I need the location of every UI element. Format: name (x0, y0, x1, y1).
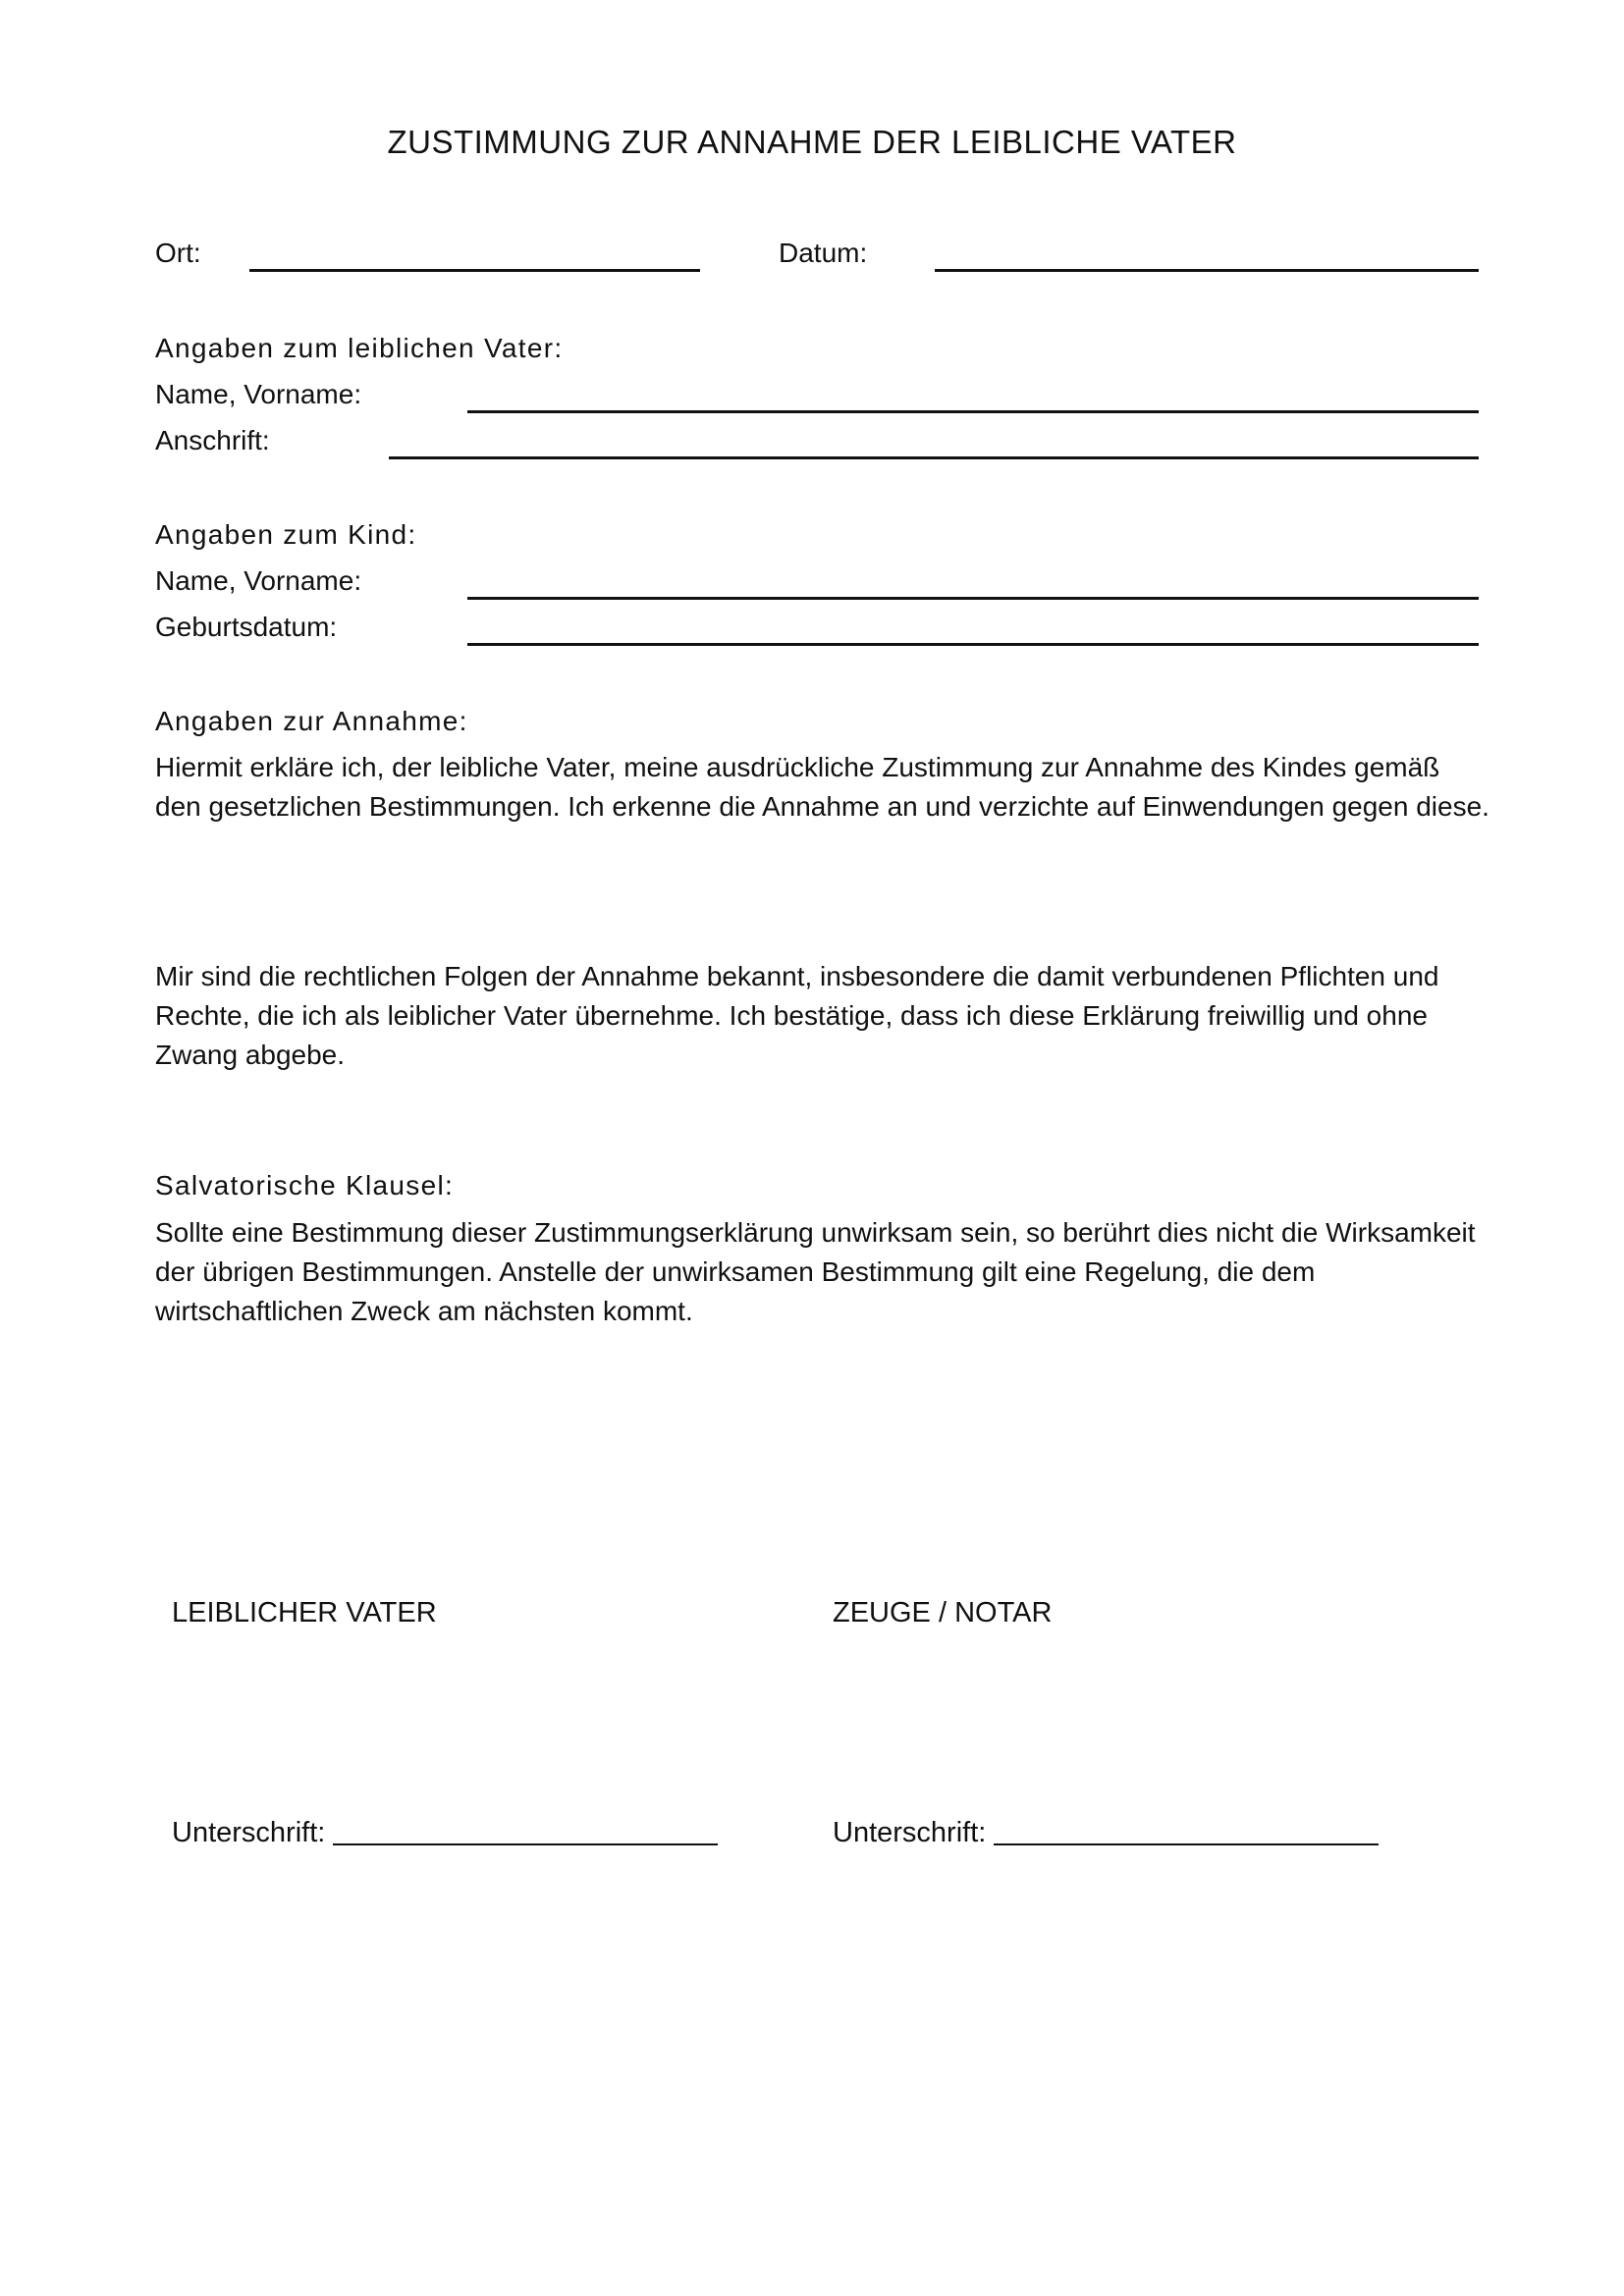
kind-geburtsdatum-label: Geburtsdatum: (155, 612, 338, 642)
kind-name-label: Name, Vorname: (155, 565, 362, 596)
annahme-heading: Angaben zur Annahme: (155, 706, 468, 736)
klausel-heading: Salvatorische Klausel: (155, 1170, 455, 1201)
ort-field[interactable] (249, 269, 700, 272)
kind-name-field[interactable] (467, 597, 1479, 600)
signature-label-zeuge: Unterschrift: (833, 1817, 987, 1848)
datum-label: Datum: (779, 238, 868, 268)
annahme-paragraph-2: Mir sind die rechtlichen Folgen der Annahme bekannt, insbesondere die damit verbundenen Pflichten und Rechte, die ich als leiblicher Vater übernehme. Ich bestätige, dass ich diese Erklärung freiwillig und ohne Zwang abgebe. (155, 961, 1439, 1070)
annahme-paragraph-1: Hiermit erkläre ich, der leibliche Vater, meine ausdrückliche Zustimmung zur Annahme des Kindes gemäß den gesetzlichen Bestimmungen. Ich erkenne die Annahme an und verzichte auf Einwendungen gegen diese. (155, 752, 1489, 822)
ort-label: Ort: (155, 238, 201, 268)
vater-anschrift-label: Anschrift: (155, 425, 270, 455)
kind-heading: Angaben zum Kind: (155, 519, 417, 550)
signature-field-vater[interactable] (333, 1843, 718, 1845)
signature-label-vater: Unterschrift: (172, 1817, 326, 1848)
vater-name-label: Name, Vorname: (155, 379, 362, 409)
page-title: ZUSTIMMUNG ZUR ANNAHME DER LEIBLICHE VATER (387, 124, 1237, 160)
vater-name-field[interactable] (467, 410, 1479, 413)
signature-field-zeuge[interactable] (994, 1843, 1379, 1845)
vater-anschrift-field[interactable] (389, 456, 1479, 459)
signature-heading-zeuge: ZEUGE / NOTAR (833, 1597, 1053, 1629)
klausel-text: Sollte eine Bestimmung dieser Zustimmungserklärung unwirksam sein, so berührt dies nicht die Wirksamkeit der übrigen Bestimmungen. Anstelle der unwirksamen Bestimmung gilt eine Regelung, die dem wirtschaftlichen Zweck am nächsten kommt. (155, 1217, 1476, 1326)
vater-heading: Angaben zum leiblichen Vater: (155, 333, 564, 363)
signature-line-zeuge (833, 1816, 1379, 1849)
datum-field[interactable] (935, 269, 1479, 272)
signature-line-vater (172, 1816, 718, 1849)
kind-geburtsdatum-field[interactable] (467, 643, 1479, 646)
signature-heading-vater: LEIBLICHER VATER (172, 1597, 437, 1629)
